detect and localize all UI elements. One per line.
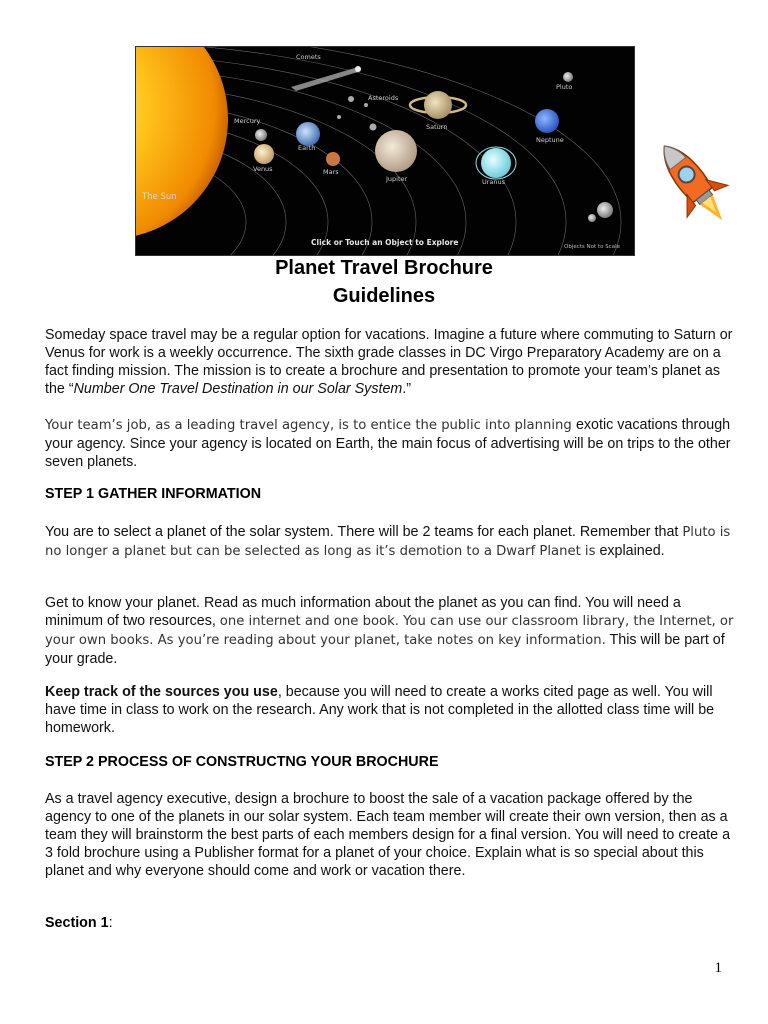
document-title: Planet Travel Brochure bbox=[275, 257, 493, 279]
executive-paragraph: As a travel agency executive, design a brochure to boost the sale of a vacation package offered by the agency to one of the planets in our solar system. Each team member will create their own version, then as a team they will brainstorm the best parts of each members design for a final version. You will need to create a 3 fold brochure using a Publisher format for a planet of your choice. Explain what is so special about this planet and why everyone should come and work or vacation there. bbox=[45, 791, 731, 879]
sun-label: The Sun bbox=[142, 192, 177, 202]
select-text-c: explained. bbox=[595, 543, 665, 559]
mars-label: Mars bbox=[323, 168, 339, 176]
saturn-label: Saturn bbox=[426, 123, 448, 131]
intro-end: .” bbox=[402, 381, 412, 397]
select-text-b: Pluto is no longer a planet but can be selected as long as it’s demotion to a Dwarf Planet is bbox=[45, 525, 731, 559]
know-text-c: This will be part of your grade. bbox=[45, 632, 725, 667]
sources-text: , because you will need to create a works cited page as well. You will have time in class to work on the research. Any work that is not completed in the allotted class time will be homework. bbox=[45, 684, 715, 736]
page-number: 1 bbox=[714, 960, 722, 976]
step-1-heading: STEP 1 GATHER INFORMATION bbox=[45, 486, 262, 502]
pluto-label: Pluto bbox=[556, 83, 573, 91]
know-text-a: Get to know your planet. Read as much information about the planet as you can find. You will need a minimum of two resources, bbox=[45, 595, 681, 629]
jupiter-label: Jupiter bbox=[386, 175, 408, 183]
image-caption: Click or Touch an Object to Explore bbox=[311, 238, 459, 247]
agency-paragraph bbox=[45, 416, 735, 471]
asteroids-label: Asteroids bbox=[368, 94, 399, 102]
sources-paragraph bbox=[45, 683, 735, 737]
know-paragraph bbox=[45, 594, 735, 668]
intro-quote: Number One Travel Destination in our Solar System bbox=[73, 381, 403, 397]
section-1-heading bbox=[45, 915, 113, 931]
section-1-colon: : bbox=[108, 915, 113, 931]
scale-note: Objects Not to Scale bbox=[564, 244, 620, 250]
step-2-heading: STEP 2 PROCESS OF CONSTRUCTNG YOUR BROCHURE bbox=[45, 754, 439, 770]
know-text-b: one internet and one book. You can use our classroom library, the Internet, or your own books. As you’re reading about your planet, take notes on key information. bbox=[45, 614, 734, 648]
agency-text-a: Your team’s job, as a leading travel agency, is to entice the public into planning bbox=[45, 418, 576, 433]
select-text-a: You are to select a planet of the solar system. There will be 2 teams for each planet. Remember that bbox=[45, 524, 683, 540]
intro-paragraph bbox=[45, 326, 735, 398]
uranus-label: Uranus bbox=[482, 178, 506, 186]
solar-system-image bbox=[135, 46, 635, 256]
comets-label: Comets bbox=[296, 53, 321, 61]
neptune-label: Neptune bbox=[536, 136, 564, 144]
agency-text-b: exotic vacations through your agency. Since your agency is located on Earth, the main focus of advertising will be on trips to the other seven planets. bbox=[45, 417, 731, 470]
venus-label: Venus bbox=[253, 165, 273, 173]
document-subtitle: Guidelines bbox=[332, 285, 436, 307]
select-paragraph bbox=[45, 523, 735, 561]
intro-text: Someday space travel may be a regular option for vacations. Imagine a future where commuting to Saturn or Venus for work is a weekly occurrence. The sixth grade classes in DC Virgo Preparatory Academy are on a fact finding mission. The mission is to create a brochure and presentation to promote your team’s planet as the “ bbox=[45, 327, 733, 397]
sources-bold: Keep track of the sources you use bbox=[45, 684, 278, 700]
earth-label: Earth bbox=[298, 144, 316, 152]
mercury-label: Mercury bbox=[234, 117, 261, 125]
section-1-label: Section 1 bbox=[45, 915, 109, 931]
rocket-icon bbox=[648, 132, 740, 236]
